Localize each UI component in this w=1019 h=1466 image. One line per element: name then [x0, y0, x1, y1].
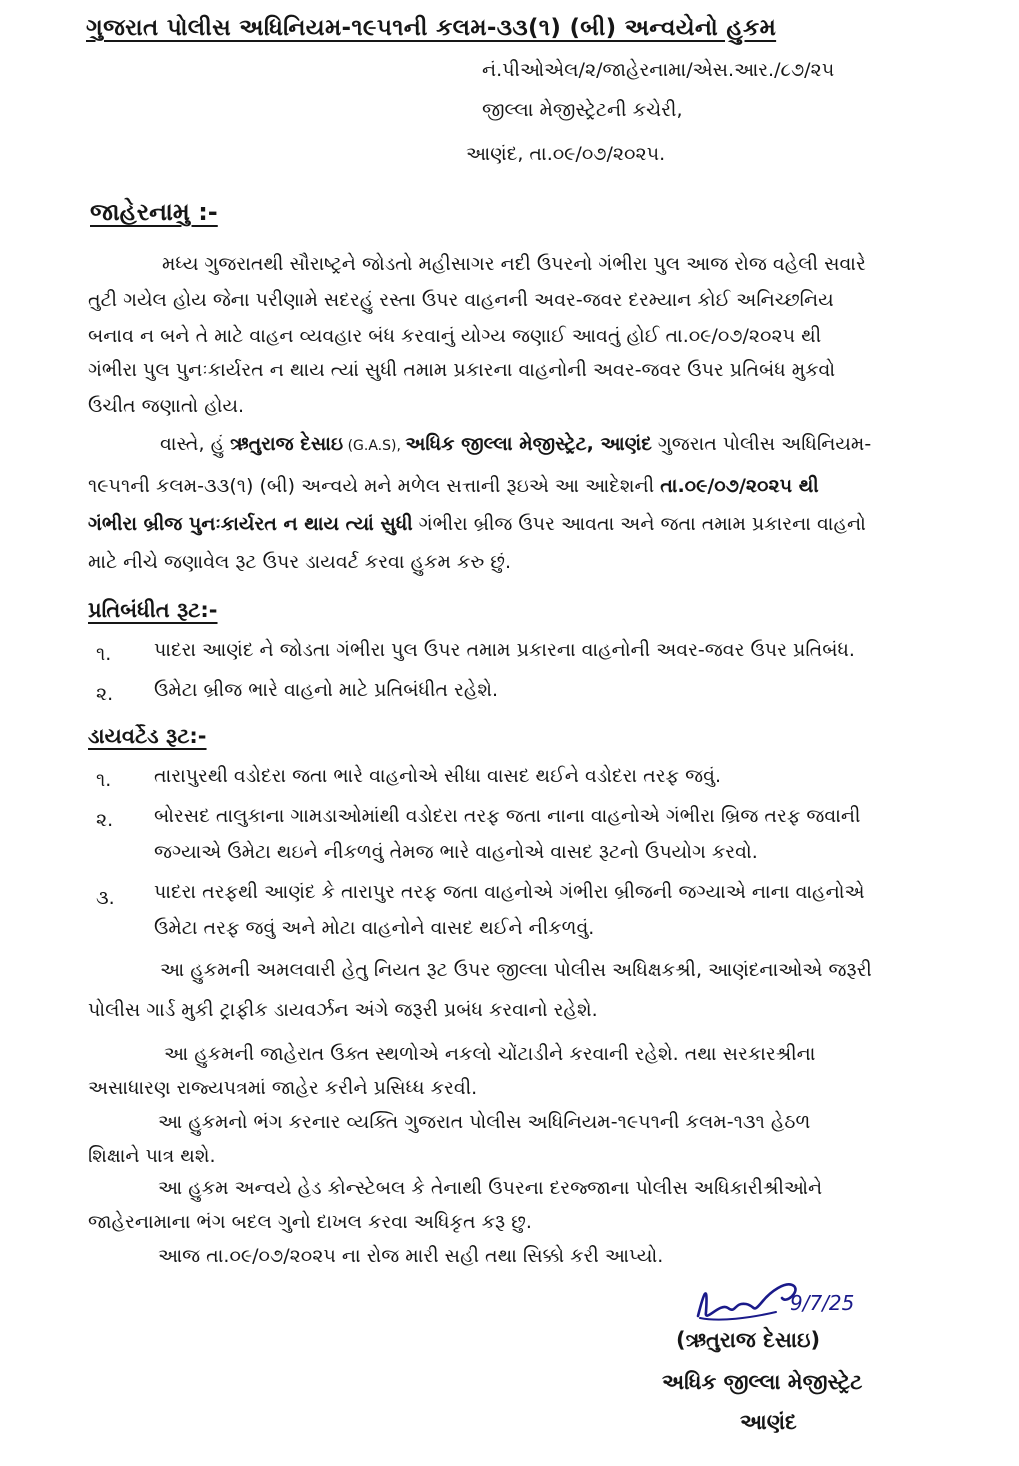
restricted-routes-heading: પ્રતિબંધીત રૂટ:- [88, 598, 218, 622]
para2-text: વાસ્તે, હું [160, 433, 231, 455]
diverted-item-number: ૧. [96, 769, 112, 791]
para2-line [88, 512, 866, 536]
diverted-item: ઉમેટા તરફ જવું અને મોટા વાહનોને વાસદ થઈને નીકળવું. [154, 917, 595, 939]
office-name: જીલ્લા મેજીસ્ટ્રેટની કચેરી, [482, 99, 683, 121]
effective-date: તા.૦૯/૦૭/૨૦૨૫ થી [660, 475, 819, 497]
para4-line: અસાધારણ રાજ્યપત્રમાં જાહેર કરીને પ્રસિધ્ધ કરવી. [88, 1077, 478, 1099]
para5-line: શિક્ષાને પાત્ર થશે. [88, 1145, 216, 1167]
para1-line: તુટી ગયેલ હોય જેના પરીણામે સદરહું રસ્તા ઉપર વાહનની અવર-જવર દરમ્યાન કોઈ અનિચ્છનિય [88, 289, 834, 311]
para1-line: બનાવ ન બને તે માટે વાહન વ્યવહાર બંધ કરવાનું યોગ્ય જણાઈ આવતું હોઈ તા.૦૯/૦૭/૨૦૨૫ થી [88, 325, 822, 347]
notice-heading: જાહેરનામુ :- [90, 198, 218, 226]
para7-line: આજ તા.૦૯/૦૭/૨૦૨૫ ના રોજ મારી સહી તથા સિક્કો કરી આપ્યો. [158, 1245, 664, 1267]
para2-text: ગંભીરા બ્રીજ ઉપર આવતા અને જતા તમામ પ્રકારના વાહનો [412, 513, 866, 535]
para4-line: આ હુકમની જાહેરાત ઉક્ત સ્થળોએ નકલો ચોંટાડીને કરવાની રહેશે. તથા સરકારશ્રીના [164, 1043, 816, 1065]
para1-line: ઉચીત જણાતો હોય. [88, 395, 245, 417]
signatory-designation: અધિક જીલ્લા મેજીસ્ટ્રેટ [662, 1370, 863, 1394]
restricted-item: ઉમેટા બ્રીજ ભારે વાહનો માટે પ્રતિબંધીત રહેશે. [154, 679, 499, 701]
diverted-item: તારાપુરથી વડોદરા જતા ભારે વાહનોએ સીધા વાસદ થઈને વડોદરા તરફ જવું. [154, 765, 721, 787]
para2-text: ૧૯૫૧ની કલમ-૩૩(૧) (બી) અન્વયે મને મળેલ સત્તાની રૂઇએ આ આદેશની [88, 475, 661, 497]
para3-line: પોલીસ ગાર્ડ મુકી ટ્રાફીક ડાયવર્ઝન અંગે જરૂરી પ્રબંધ કરવાનો રહેશે. [88, 999, 598, 1021]
diverted-routes-heading: ડાયવર્ટેડ રૂટ:- [88, 724, 207, 748]
para2-text: (G.A.S), [343, 438, 406, 454]
restricted-item: પાદરા આણંદ ને જોડતા ગંભીરા પુલ ઉપર તમામ પ્રકારના વાહનોની અવર-જવર ઉપર પ્રતિબંધ. [154, 639, 855, 661]
para2-bold-text: ગંભીરા બ્રીજ પુનઃકાર્યરત ન થાય ત્યાં સુધી [88, 513, 413, 535]
diverted-item-number: ૨. [96, 809, 114, 831]
page-title: ગુજરાત પોલીસ અધિનિયમ-૧૯૫૧ની કલમ-૩૩(૧) (બી) અન્વયેનો હુકમ [86, 15, 777, 41]
diverted-item: બોરસદ તાલુકાના ગામડાઓમાંથી વડોદરા તરફ જતા નાના વાહનોએ ગંભીરા બ્રિજ તરફ જવાની [154, 805, 861, 827]
signatory-name: (ઋતુરાજ દેસાઇ) [676, 1328, 821, 1352]
para3-line: આ હુકમની અમલવારી હેતુ નિયત રૂટ ઉપર જીલ્લા પોલીસ અધિક્ષકશ્રી, આણંદનાઓએ જરૂરી [160, 959, 872, 981]
diverted-item: પાદરા તરફથી આણંદ કે તારાપુર તરફ જતા વાહનોએ ગંભીરા બ્રીજની જગ્યાએ નાના વાહનોએ [154, 881, 865, 903]
para2-line [88, 474, 819, 498]
para2-line [160, 432, 871, 458]
para6-line: આ હુકમ અન્વયે હેડ કોન્સ્ટેબલ કે તેનાથી ઉપરના દરજ્જાના પોલીસ અધિકારીશ્રીઓને [158, 1177, 823, 1199]
para6-line: જાહેરનામાના ભંગ બદલ ગુનો દાખલ કરવા અધિકૃત કરૂ છુ. [88, 1211, 532, 1233]
handwritten-signature [690, 1272, 880, 1332]
diverted-item-number: ૩. [96, 887, 115, 909]
para1-line: ગંભીરા પુલ પુનઃકાર્યરત ન થાય ત્યાં સુધી તમામ પ્રકારના વાહનોની અવર-જવર ઉપર પ્રતિબંધ મુકવો [88, 359, 836, 381]
signatory-place: આણંદ [740, 1410, 797, 1434]
reference-number: નં.પીઓએલ/૨/જાહેરનામા/એસ.આર./૮૭/૨૫ [482, 59, 835, 81]
para2-text: ગુજરાત પોલીસ અધિનિયમ- [651, 433, 872, 455]
signature-date: 9/7/25 [790, 1291, 855, 1315]
place-date: આણંદ, તા.૦૯/૦૭/૨૦૨૫. [466, 143, 666, 165]
officer-designation: અધિક જીલ્લા મેજીસ્ટ્રેટ, આણંદ [405, 433, 652, 455]
officer-name: ઋતુરાજ દેસાઇ [230, 433, 344, 455]
para2-line: માટે નીચે જણાવેલ રૂટ ઉપર ડાયવર્ટ કરવા હુકમ કરુ છું. [88, 551, 512, 573]
para1-line: મધ્ય ગુજરાતથી સૌરાષ્ટ્રને જોડતો મહીસાગર નદી ઉપરનો ગંભીરા પુલ આજ રોજ વહેલી સવારે [162, 253, 866, 275]
diverted-item: જગ્યાએ ઉમેટા થઇને નીકળવું તેમજ ભારે વાહનોએ વાસદ રૂટનો ઉપયોગ કરવો. [154, 841, 758, 863]
para5-line: આ હુકમનો ભંગ કરનાર વ્યક્તિ ગુજરાત પોલીસ અધિનિયમ-૧૯૫૧ની કલમ-૧૩૧ હેઠળ [158, 1111, 811, 1133]
restricted-item-number: ૧. [96, 643, 112, 665]
restricted-item-number: ૨. [96, 683, 114, 705]
